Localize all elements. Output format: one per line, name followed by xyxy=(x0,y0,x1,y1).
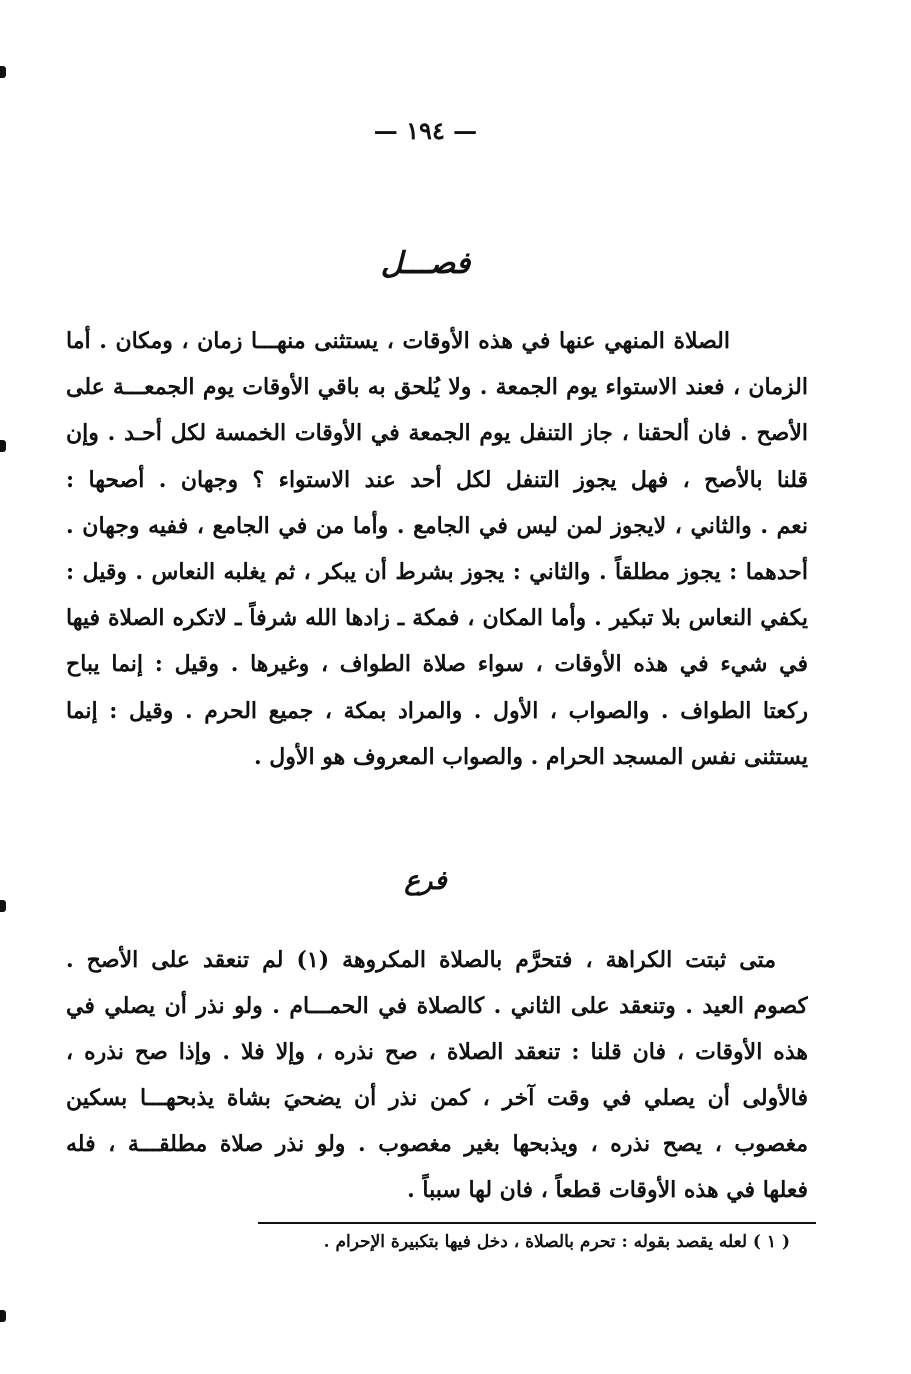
text-line: قلنا بالأصح ، فهل يجوز التنفل لكل أحد عند الاستواء ؟ وجهان . أصحها : xyxy=(66,466,808,493)
text-line: فعلها في هذه الأوقات قطعاً ، فان لها سبباً . xyxy=(407,1177,808,1203)
page-number: — ١٩٤ — xyxy=(373,116,478,145)
text-line: الأصح . فان ألحقنا ، جاز التنفل يوم الجمعة في الأوقات الخمسة لكل أحـد . وإن xyxy=(66,420,808,447)
text-line: أحدهما : يجوز مطلقاً . والثاني : يجوز بشرط أن يبكر ، ثم يغلبه النعاس . وقيل : xyxy=(66,558,808,585)
footnote-divider xyxy=(258,1222,816,1224)
text-line: فالأولى أن يصلي في وقت آخر ، كمن نذر أن يضحيَ بشاة يذبحهـــا بسكين xyxy=(66,1085,808,1111)
footnote: ( ١ ) لعله يقصد بقوله : تحرم بالصلاة ، دخل فيها بتكبيرة الإحرام . xyxy=(323,1232,790,1252)
branch-paragraph xyxy=(66,937,808,1213)
text-line: مغصوب ، يصح نذره ، ويذبحها بغير مغصوب . ولو نذر صلاة مطلقـــة ، فله xyxy=(66,1131,808,1157)
scan-edge-mark xyxy=(0,66,6,78)
scan-edge-mark xyxy=(0,900,6,912)
text-line: ركعتا الطواف . والصواب ، الأول . والمراد بمكة ، جميع الحرم . وقيل : إنما xyxy=(66,697,808,724)
branch-heading: فرع xyxy=(404,866,447,896)
scan-edge-mark xyxy=(0,1310,6,1322)
section-paragraph xyxy=(66,318,808,780)
text-line: الصلاة المنهي عنها في هذه الأوقات ، يستثنى منهـــا زمان ، ومكان . أما xyxy=(66,328,730,354)
section-heading: فصـــل xyxy=(380,246,471,281)
text-line: يكفي النعاس بلا تبكير . وأما المكان ، فمكة ـ زادها الله شرفاً ـ لاتكره الصلاة فيها xyxy=(66,605,808,632)
text-line: كصوم العيد . وتنعقد على الثاني . كالصلاة في الحمـــام . ولو نذر أن يصلي في xyxy=(66,993,808,1019)
text-line: نعم . والثاني ، لايجوز لمن ليس في الجامع . وأما من في الجامع ، ففيه وجهان . xyxy=(66,512,808,539)
text-line: يستثنى نفس المسجد الحرام . والصواب المعروف هو الأول . xyxy=(253,743,808,770)
text-line: متى ثبتت الكراهة ، فتحرَّم بالصلاة المكروهة (١) لم تنعقد على الأصح . xyxy=(66,947,776,973)
text-line: هذه الأوقات ، فان قلنا : تنعقد الصلاة ، صح نذره ، وإلا فلا . وإذا صح نذره ، xyxy=(66,1039,808,1065)
text-line: الزمان ، فعند الاستواء يوم الجمعة . ولا يُلحق به باقي الأوقات يوم الجمعـــة على xyxy=(66,374,808,401)
scan-edge-mark xyxy=(0,440,6,452)
text-line: في شيء في هذه الأوقات ، سواء صلاة الطواف ، وغيرها . وقيل : إنما يباح xyxy=(66,651,808,678)
